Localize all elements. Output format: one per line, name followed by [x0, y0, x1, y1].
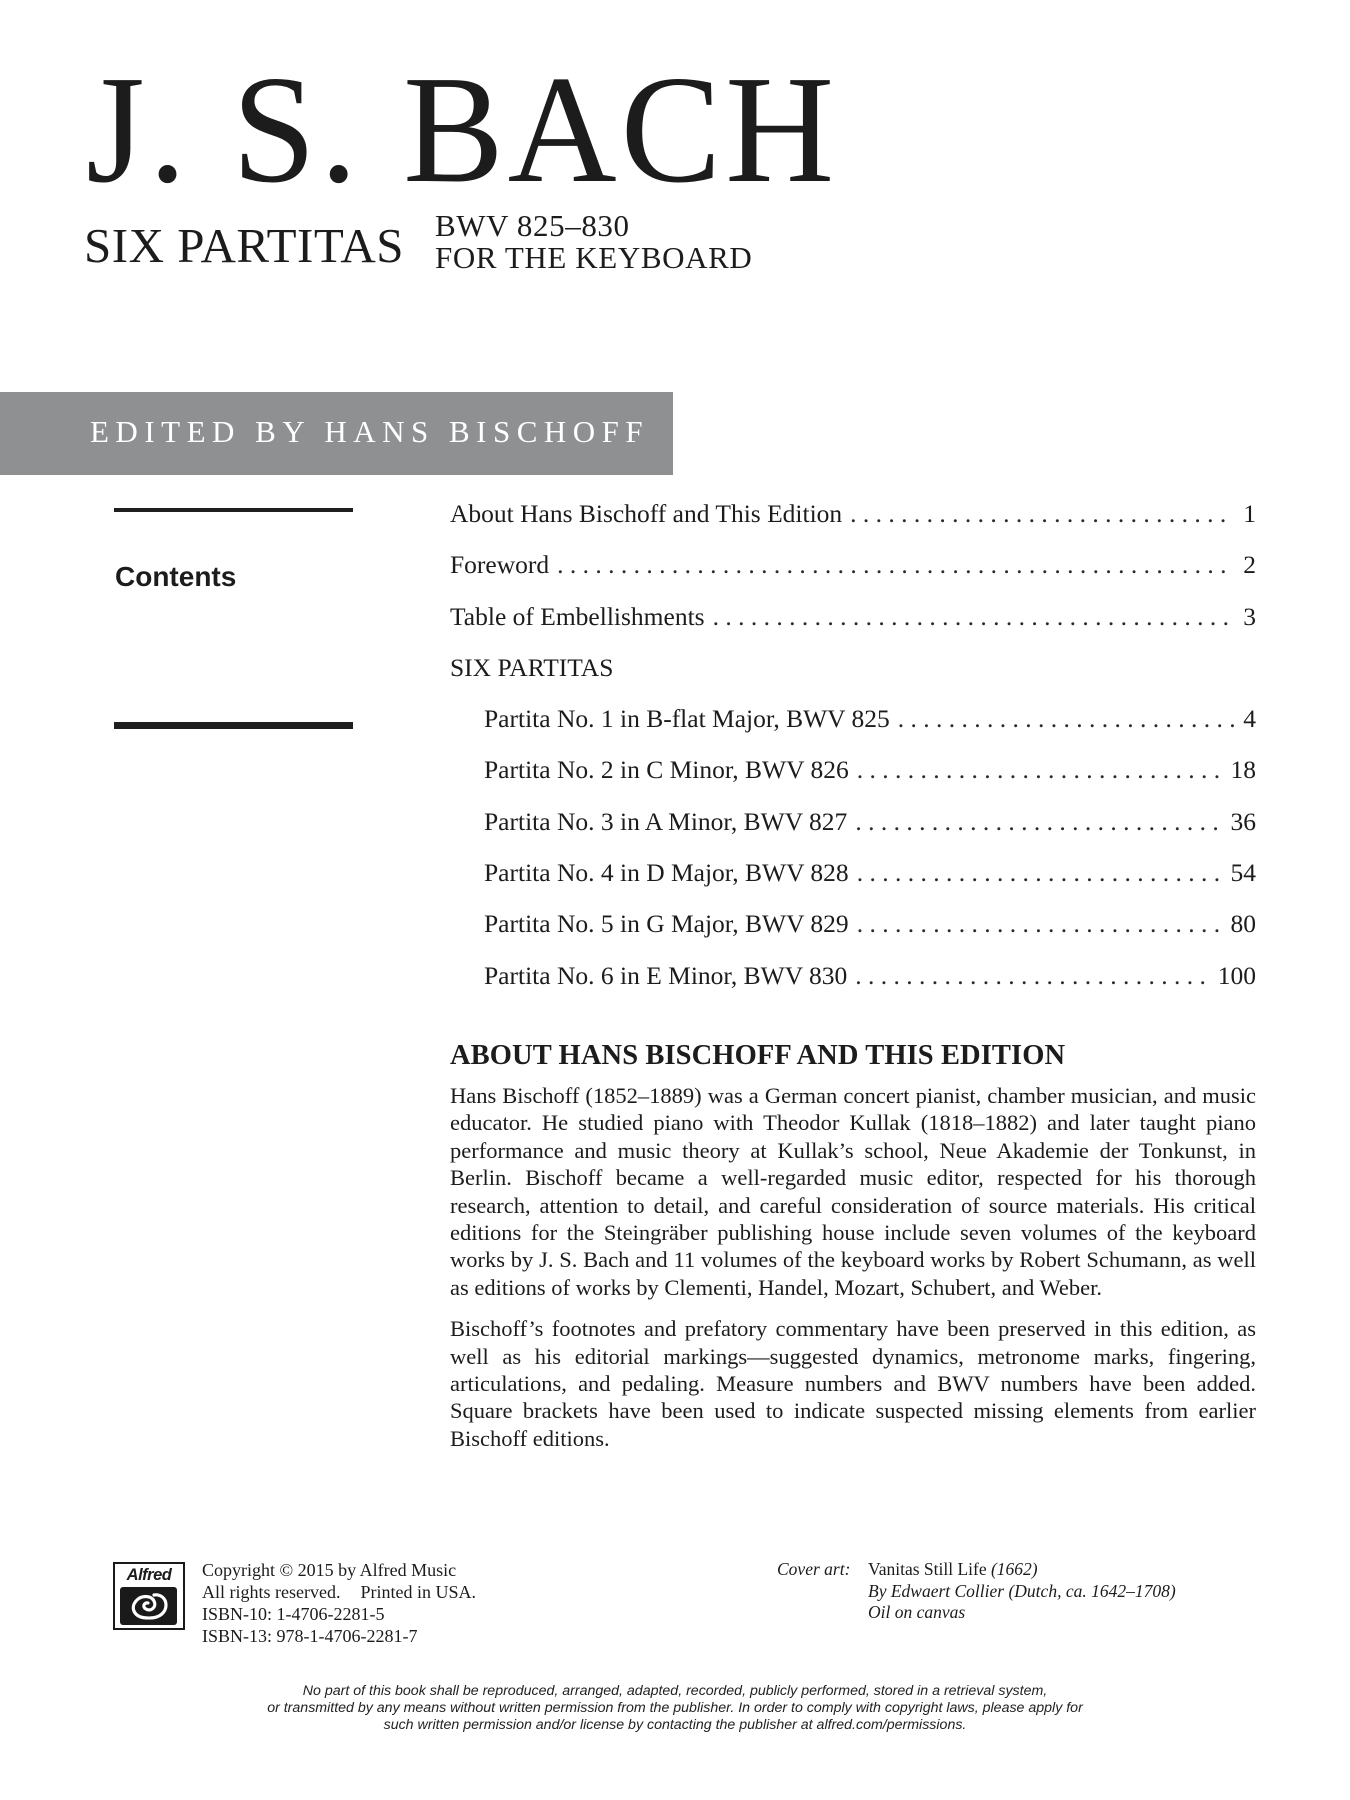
toc-entry-partita-3[interactable]: [450, 802, 1256, 853]
isbn10-line: ISBN-10: 1-4706-2281-5: [202, 1604, 385, 1624]
legal-line: or transmitted by any means without written permission from the publisher. In order to comply with copyright laws, please apply for: [267, 1700, 1083, 1716]
about-paragraph: Bischoff’s footnotes and prefatory commentary have been preserved in this edition, as well as his editorial markings—suggested dynamics, metronome marks, fingering, articulations, and pedaling. Measure numbers and BWV numbers have been added. Square brackets have been used to indicate suspected missing elements from earlier Bischoff editions.: [450, 1316, 1256, 1451]
bwv-range: BWV 825–830: [435, 208, 630, 243]
work-subtitle: [435, 210, 752, 274]
logo-wordmark: Alfred: [126, 1566, 172, 1584]
legal-line: such written permission and/or license by contacting the publisher at alfred.com/permissions.: [383, 1717, 967, 1733]
editor-credit: EDITED BY HANS BISCHOFF: [90, 414, 650, 449]
rights-text: All rights reserved.: [202, 1582, 341, 1602]
toc-entry-title: Partita No. 4 in D Major, BWV 828: [484, 858, 849, 888]
about-heading: ABOUT HANS BISCHOFF AND THIS EDITION: [450, 1040, 1066, 1071]
toc-entry-title: Partita No. 1 in B-flat Major, BWV 825: [484, 704, 890, 734]
publisher-logo: [113, 1562, 185, 1630]
toc-leader-dots: [855, 956, 1209, 996]
toc-entry-page: 2: [1243, 550, 1256, 580]
toc-entry-title: Partita No. 5 in G Major, BWV 829: [484, 909, 849, 939]
instrument-line: FOR THE KEYBOARD: [435, 240, 753, 275]
logo-swirl-icon: [120, 1587, 177, 1625]
contents-rule-bottom: [114, 722, 353, 729]
copyright-line: Copyright © 2015 by Alfred Music: [202, 1560, 457, 1580]
toc-entry-title: Partita No. 3 in A Minor, BWV 827: [484, 806, 848, 836]
toc-entry-title: Partita No. 6 in E Minor, BWV 830: [484, 960, 848, 990]
legal-line: No part of this book shall be reproduced, arranged, adapted, recorded, publicly performed, stored in a retrieval system,: [302, 1683, 1048, 1699]
toc-entry-page: 18: [1230, 755, 1256, 785]
work-title: SIX PARTITAS: [84, 218, 404, 273]
rights-line: [202, 1581, 476, 1603]
toc-entry-page: 3: [1243, 601, 1256, 631]
about-body: [450, 1082, 1256, 1466]
toc-leader-dots: [855, 802, 1222, 842]
toc-entry-partita-1[interactable]: [450, 699, 1256, 750]
toc-leader-dots: [850, 494, 1234, 534]
toc-leader-dots: [713, 597, 1234, 637]
contents-label: Contents: [115, 561, 237, 592]
toc-entry-page: 1: [1243, 499, 1256, 528]
cover-art-label: Cover art:: [777, 1559, 851, 1579]
about-paragraph: Hans Bischoff (1852–1889) was a German concert pianist, chamber musician, and music educator. He studied piano with Theodor Kullak (1818–1882) and later taught piano performance and music theory at Kullak’s school, Neue Akademie der Tonkunst, in Berlin. Bischoff became a well-regarded music editor, respected for his thorough research, attention to detail, and careful consideration of source materials. His critical editions for the Steingräber publishing house include seven volumes of the keyboard works by J. S. Bach and 11 volumes of the keyboard works by Robert Schumann, as well as editions of works by Clementi, Handel, Mozart, Schubert, and Weber.: [450, 1083, 1256, 1300]
isbn13-line: ISBN-13: 978-1-4706-2281-7: [202, 1626, 418, 1646]
legal-notice: [175, 1683, 1175, 1734]
toc-entry-embellishments[interactable]: [450, 597, 1256, 648]
toc-entry-partita-4[interactable]: [450, 853, 1256, 904]
toc-leader-dots: [857, 853, 1223, 893]
toc-entry-page: 100: [1217, 960, 1256, 990]
toc-entry-partita-5[interactable]: [450, 904, 1256, 955]
toc-leader-dots: [857, 750, 1223, 790]
toc-entry-page: 54: [1230, 858, 1256, 888]
toc-entry-partita-6[interactable]: [450, 956, 1256, 1007]
cover-art-title: Vanitas Still Life: [868, 1559, 987, 1579]
copyright-block: [202, 1559, 476, 1647]
toc-entry-partita-2[interactable]: [450, 750, 1256, 801]
toc-entry-title: About Hans Bischoff and This Edition: [450, 499, 843, 528]
toc-leader-dots: [898, 699, 1234, 739]
toc-leader-dots: [557, 545, 1234, 585]
printed-text: Printed in USA.: [360, 1582, 476, 1602]
toc-entry-title: Table of Embellishments: [450, 601, 705, 631]
toc-leader-dots: [857, 904, 1223, 944]
toc-entry-title: Partita No. 2 in C Minor, BWV 826: [484, 755, 849, 785]
contents-rule-top: [114, 508, 353, 512]
toc-entry-title: Foreword: [450, 550, 550, 580]
editor-band: [0, 392, 673, 475]
toc-entry-page: 36: [1230, 806, 1256, 836]
composer-title: J. S. BACH: [86, 45, 839, 215]
toc-entry-page: 4: [1243, 704, 1256, 734]
cover-art-artist: By Edwaert Collier (Dutch, ca. 1642–1708): [868, 1580, 1176, 1601]
toc-entry-page: 80: [1230, 909, 1256, 939]
toc-section-heading: SIX PARTITAS: [450, 652, 614, 682]
cover-art-credit: [777, 1559, 1176, 1624]
toc-entry-foreword[interactable]: [450, 545, 1256, 596]
table-of-contents: [450, 494, 1256, 1007]
cover-art-medium: Oil on canvas: [868, 1602, 966, 1622]
cover-art-year: (1662): [990, 1559, 1038, 1579]
toc-entry-about[interactable]: [450, 494, 1256, 545]
